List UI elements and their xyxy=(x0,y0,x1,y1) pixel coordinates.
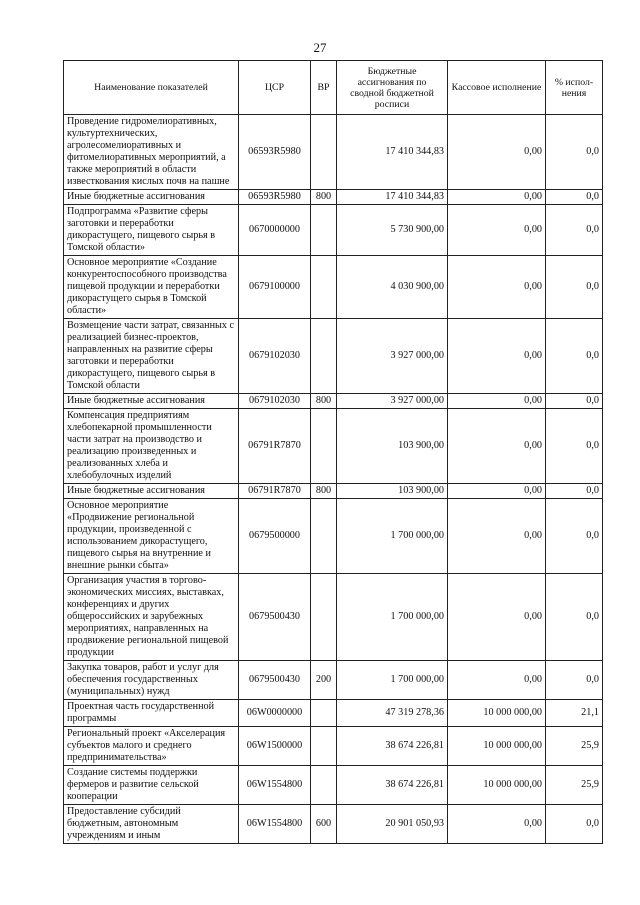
cell-execution: 0,00 xyxy=(448,574,546,661)
cell-execution: 0,00 xyxy=(448,319,546,394)
cell-execution: 10 000 000,00 xyxy=(448,766,546,805)
cell-execution: 0,00 xyxy=(448,394,546,409)
cell-csr: 06W0000000 xyxy=(239,700,311,727)
table-row xyxy=(64,727,603,766)
table-row xyxy=(64,766,603,805)
cell-allocation: 1 700 000,00 xyxy=(337,499,448,574)
cell-percent: 25,9 xyxy=(546,766,603,805)
cell-name: Основное мероприятие «Продвижение региональной продукции, произведенной с использованием дикорастущего, пищевого сырья на внутренние и внешние рынки сбыта» xyxy=(64,499,239,574)
cell-allocation: 17 410 344,83 xyxy=(337,190,448,205)
cell-execution: 0,00 xyxy=(448,190,546,205)
cell-vr xyxy=(311,256,337,319)
cell-csr: 0679500430 xyxy=(239,661,311,700)
cell-csr: 06W1500000 xyxy=(239,727,311,766)
table-row xyxy=(64,805,603,844)
table-row xyxy=(64,499,603,574)
cell-name: Иные бюджетные ассигнования xyxy=(64,394,239,409)
cell-percent: 0,0 xyxy=(546,205,603,256)
header-name: Наименование показателей xyxy=(64,61,239,115)
cell-execution: 0,00 xyxy=(448,499,546,574)
cell-csr: 0679102030 xyxy=(239,394,311,409)
cell-execution: 10 000 000,00 xyxy=(448,700,546,727)
cell-vr xyxy=(311,115,337,190)
cell-csr: 06593R5980 xyxy=(239,115,311,190)
cell-csr: 0679100000 xyxy=(239,256,311,319)
cell-percent: 0,0 xyxy=(546,115,603,190)
cell-allocation: 3 927 000,00 xyxy=(337,394,448,409)
cell-name: Основное мероприятие «Создание конкурентоспособного производства пищевой продукции и переработки дикорастущего сырья в Томской области» xyxy=(64,256,239,319)
cell-execution: 0,00 xyxy=(448,661,546,700)
cell-vr: 800 xyxy=(311,484,337,499)
cell-execution: 0,00 xyxy=(448,409,546,484)
cell-vr: 600 xyxy=(311,805,337,844)
cell-name: Возмещение части затрат, связанных с реализацией бизнес-проектов, направленных на развитие сферы заготовки и переработки дикорастущего, пищевого сырья в Томской области xyxy=(64,319,239,394)
cell-percent: 0,0 xyxy=(546,256,603,319)
cell-vr: 200 xyxy=(311,661,337,700)
table-row xyxy=(64,394,603,409)
cell-vr xyxy=(311,499,337,574)
cell-csr: 06W1554800 xyxy=(239,766,311,805)
cell-allocation: 103 900,00 xyxy=(337,484,448,499)
table-row xyxy=(64,115,603,190)
cell-name: Иные бюджетные ассигнования xyxy=(64,190,239,205)
table-row xyxy=(64,484,603,499)
cell-name: Создание системы поддержки фермеров и развитие сельской кооперации xyxy=(64,766,239,805)
cell-name: Иные бюджетные ассигнования xyxy=(64,484,239,499)
table-row xyxy=(64,574,603,661)
cell-csr: 06791R7870 xyxy=(239,484,311,499)
cell-allocation: 47 319 278,36 xyxy=(337,700,448,727)
cell-vr: 800 xyxy=(311,190,337,205)
table-row xyxy=(64,190,603,205)
cell-name: Проектная часть государственной программы xyxy=(64,700,239,727)
header-csr: ЦСР xyxy=(239,61,311,115)
cell-execution: 0,00 xyxy=(448,205,546,256)
cell-percent: 0,0 xyxy=(546,409,603,484)
table-header-row xyxy=(64,61,603,115)
cell-allocation: 3 927 000,00 xyxy=(337,319,448,394)
cell-name: Проведение гидромелиоративных, культуртехнических, агролесомелиоративных и фитомелиоративных мероприятий, а также мероприятий в области известкования кислых почв на пашне xyxy=(64,115,239,190)
cell-csr: 0679500000 xyxy=(239,499,311,574)
cell-vr xyxy=(311,574,337,661)
cell-allocation: 103 900,00 xyxy=(337,409,448,484)
cell-percent: 0,0 xyxy=(546,805,603,844)
cell-vr xyxy=(311,409,337,484)
header-allocation: Бюджетные ассигнования по сводной бюджетной росписи xyxy=(337,61,448,115)
header-vr: ВР xyxy=(311,61,337,115)
cell-percent: 0,0 xyxy=(546,319,603,394)
cell-allocation: 38 674 226,81 xyxy=(337,766,448,805)
cell-vr xyxy=(311,727,337,766)
cell-csr: 0679102030 xyxy=(239,319,311,394)
cell-execution: 0,00 xyxy=(448,805,546,844)
cell-percent: 25,9 xyxy=(546,727,603,766)
table-row xyxy=(64,319,603,394)
cell-csr: 0670000000 xyxy=(239,205,311,256)
table-row xyxy=(64,409,603,484)
cell-execution: 0,00 xyxy=(448,256,546,319)
cell-percent: 0,0 xyxy=(546,661,603,700)
cell-allocation: 4 030 900,00 xyxy=(337,256,448,319)
cell-percent: 0,0 xyxy=(546,394,603,409)
cell-name: Закупка товаров, работ и услуг для обеспечения государственных (муниципальных) нужд xyxy=(64,661,239,700)
cell-name: Предоставление субсидий бюджетным, автономным учреждениям и иным xyxy=(64,805,239,844)
page-number: 27 xyxy=(313,40,327,55)
cell-csr: 0679500430 xyxy=(239,574,311,661)
cell-execution: 10 000 000,00 xyxy=(448,727,546,766)
cell-allocation: 1 700 000,00 xyxy=(337,661,448,700)
cell-percent: 0,0 xyxy=(546,499,603,574)
cell-allocation: 1 700 000,00 xyxy=(337,574,448,661)
cell-csr: 06791R7870 xyxy=(239,409,311,484)
cell-allocation: 38 674 226,81 xyxy=(337,727,448,766)
table-row xyxy=(64,661,603,700)
table-row xyxy=(64,205,603,256)
cell-allocation: 17 410 344,83 xyxy=(337,115,448,190)
cell-percent: 0,0 xyxy=(546,190,603,205)
header-percent: % испол-нения xyxy=(546,61,603,115)
cell-vr xyxy=(311,700,337,727)
cell-allocation: 5 730 900,00 xyxy=(337,205,448,256)
cell-vr xyxy=(311,205,337,256)
cell-percent: 0,0 xyxy=(546,484,603,499)
budget-table xyxy=(63,60,603,844)
cell-vr: 800 xyxy=(311,394,337,409)
header-execution: Кассовое исполнение xyxy=(448,61,546,115)
cell-name: Подпрограмма «Развитие сферы заготовки и переработки дикорастущего, пищевого сырья в Томской области» xyxy=(64,205,239,256)
cell-percent: 0,0 xyxy=(546,574,603,661)
cell-csr: 06593R5980 xyxy=(239,190,311,205)
cell-allocation: 20 901 050,93 xyxy=(337,805,448,844)
cell-percent: 21,1 xyxy=(546,700,603,727)
cell-vr xyxy=(311,319,337,394)
cell-execution: 0,00 xyxy=(448,484,546,499)
cell-name: Компенсация предприятиям хлебопекарной промышленности части затрат на производство и реализацию произведенных и реализованных хлеба и хлебобулочных изделий xyxy=(64,409,239,484)
table-row xyxy=(64,700,603,727)
table-row xyxy=(64,256,603,319)
cell-execution: 0,00 xyxy=(448,115,546,190)
cell-name: Организация участия в торгово-экономических миссиях, выставках, конференциях и других общероссийских и зарубежных мероприятиях, направленных на продвижение региональной пищевой продукции xyxy=(64,574,239,661)
cell-csr: 06W1554800 xyxy=(239,805,311,844)
cell-vr xyxy=(311,766,337,805)
cell-name: Региональный проект «Акселерация субъектов малого и среднего предпринимательства» xyxy=(64,727,239,766)
